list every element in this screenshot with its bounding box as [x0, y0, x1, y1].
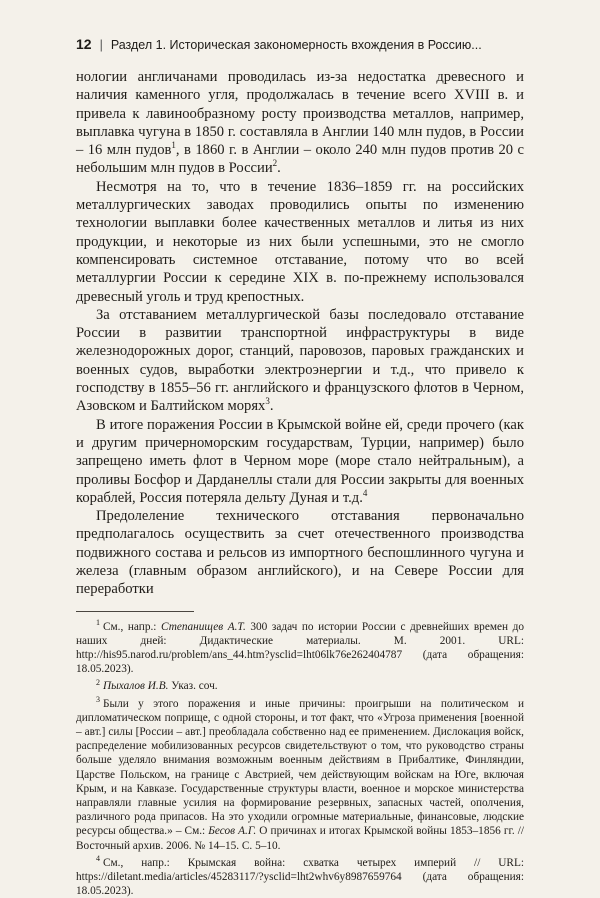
- footnote-2-number: 2: [96, 677, 100, 687]
- main-text: [76, 68, 524, 599]
- footnote-4: [76, 856, 524, 898]
- footnote-ref-1: 1: [171, 140, 176, 151]
- footnote-2: [76, 679, 524, 693]
- running-header: [76, 36, 524, 60]
- footnote-1-number: 1: [96, 617, 100, 627]
- footnote-3-text: Были у этого поражения и иные причины: проигрыши на политическом и дипломатическом поприще, с одной стороны, и тот факт, что «Угроза применения [военной – авт.] силы [России – авт.] преобладала собственно над ее применением. Дислокация войск, распределение мобилизованных ресурсов свидетельствуют о том, что руководство страны больше уделяло внимания возможным военным действиям в Прибалтике, Финляндии, Царстве Польском, на границе с Австрией, чем действующим войскам на Юге, включая Крым, и на Кавказе. Государственные структуры власти, военное и морское министерства направляли главные усилия на формирование резервных, запасных частей, ополчения, различного рода припасов. На это уходили огромные материальные, финансовые, людские ресурсы общества.» – См.:: [76, 697, 524, 838]
- footnote-ref-4: 4: [362, 487, 368, 498]
- footnote-3-text-2: О причинах и итогах Крымской войны 1853–1856 гг. // Восточный архив. 2006. № 14–15. С. 5–10.: [76, 825, 524, 852]
- footnotes: [76, 617, 524, 898]
- footnote-3-number: 3: [96, 694, 100, 704]
- paragraph-1-text-a: нологии англичанами проводилась из-за недостатка древесного и наличия каменного угля, продолжалась в течение всего XVIII в. и привела к лавинообразному росту производства металлов, например, выплавка чугуна в 1850 г. составляла в Англии 140 млн пудов, в России – 16 млн пудов: [76, 69, 524, 159]
- footnote-1-pre: См., напр.:: [103, 620, 161, 633]
- running-title: Раздел 1. Историческая закономерность вхождения в Россию...: [110, 38, 482, 52]
- footnote-4-number: 4: [96, 854, 100, 864]
- paragraph-4: [76, 416, 524, 507]
- footnote-3-author: Бесов А.Г.: [208, 825, 257, 838]
- paragraph-1-text-b: , в 1860 г. в Англии – около 240 млн пудов против 20 с небольшим млн пудов в России: [76, 142, 524, 177]
- footnote-1-author: Степанищев А.Т.: [161, 620, 246, 633]
- header-separator: |: [99, 38, 103, 52]
- footnote-ref-2: 2: [272, 158, 278, 169]
- paragraph-1: [76, 68, 524, 178]
- paragraph-4-text: В итоге поражения России в Крымской войне ей, среди прочего (как и другим причерноморским государствам, Турции, например) было запрещено иметь флот в Черном море (море стало нейтральным), а проливы Босфор и Дарданеллы стали для России закрыты для военных кораблей, Россия потеряла дельту Дуная и т.д.: [76, 416, 524, 506]
- footnote-3: [76, 694, 524, 853]
- footnote-divider: [76, 611, 194, 612]
- paragraph-3-text-a: За отставанием металлургической базы последовало отставание России в развитии транспортной инфраструктуры в виде железнодорожных дорог, станций, паровозов, паровых гражданских и военных судов, выработки электроэнергии и т.д., что привело к господству в 1855–56 гг. английского и французского флотов в Черном, Азовском и Балтийском морях: [76, 306, 524, 415]
- footnote-ref-3: 3: [265, 396, 270, 407]
- paragraph-3-text-b: .: [269, 398, 274, 415]
- paragraph-3: [76, 306, 524, 416]
- footnote-2-author: Пыхалов И.В.: [103, 680, 169, 693]
- paragraph-2: Несмотря на то, что в течение 1836–1859 гг. на российских металлургических заводах проводились опыты по изменению технологии выплавки более качественных металлов и литья из них продукции, и некоторые из них были успешными, это не смогло компенсировать системное отставание, потому что во всей металлургии России к середине XIX в. по-прежнему использовался древесный уголь и труд крепостных.: [76, 178, 524, 305]
- footnote-1: [76, 617, 524, 677]
- footnote-4-text: См., напр.: Крымская война: схватка четырех империй // URL: https://diletant.media/articles/45283117/?ysclid=lht2whv6y8987659764 (дата обращения: 18.05.2023).: [76, 856, 524, 898]
- footnote-1-text: 300 задач по истории России с древнейших времен до наших дней: Дидактические материалы. М. 2001. URL: http://his95.narod.ru/problem/ans_44.htm?ysclid=lht06lk76e262404787 (дата обращения: 18.05.2023).: [76, 620, 524, 676]
- paragraph-5: Предолеление технического отставания первоначально предполагалось осуществить за счет отечественного производства подвижного состава и рельсов из импортного беспошлинного чугуна и железа (главным образом английского), и на Севере России для переработки: [76, 508, 524, 598]
- paragraph-1-text-c: .: [277, 160, 281, 177]
- footnote-2-text: Указ. соч.: [168, 680, 218, 693]
- page-number: 12: [76, 36, 92, 52]
